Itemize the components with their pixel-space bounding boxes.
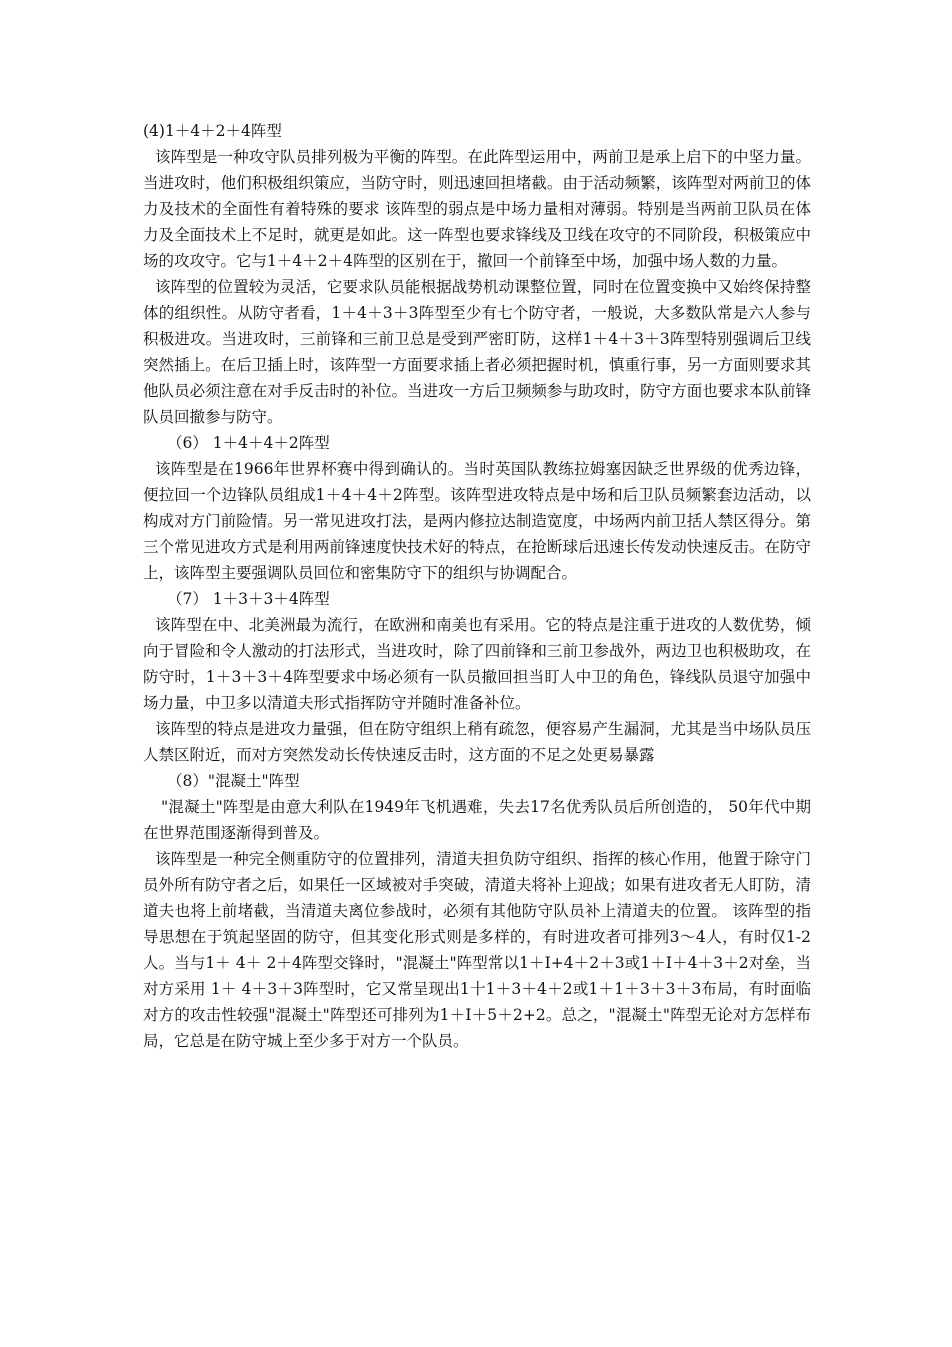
paragraph: 该阵型是在1966年世界杯赛中得到确认的。当时英国队教练拉姆塞因缺乏世界级的优秀边锋，便拉回一个边锋队员组成1＋4＋4＋2阵型。该阵型进攻特点是中场和后卫队员频繁套边活动，以构成对方门前险情。另一常见进攻打法，是两内修拉达制造宽度，中场两内前卫括人禁区得分。第三个常见进攻方式是利用两前锋速度快技术好的特点，在抢断球后迅速长传发动快速反击。在防守上，该阵型主要强调队员回位和密集防守下的组织与协调配合。 (143, 460, 811, 582)
paragraph: 该阵型在中、北美洲最为流行，在欧洲和南美也有采用。它的特点是注重于进攻的人数优势，倾向于冒险和令人激动的打法形式，当进攻时，除了四前锋和三前卫参战外，两边卫也积极助攻，在防守时，1＋3＋3＋4阵型要求中场必须有一队员撤回担当盯人中卫的角色，锋线队员退守加强中场力量，中卫多以清道夫形式指挥防守并随时准备补位。 (143, 616, 811, 712)
paragraph: 该阵型的位置较为灵活，它要求队员能根据战势机动课整位置，同时在位置变换中又始终保持整体的组织性。从防守者看，1＋4＋3＋3阵型至少有七个防守者，一般说，大多数队常是六人参与积极进攻。当进攻时，三前锋和三前卫总是受到严密盯防，这样1＋4＋3＋3阵型特别强调后卫线突然插上。在后卫插上时，该阵型一方面要求插上者必须把握时机，慎重行事，另一方面则要求其他队员必须注意在对手反击时的补位。当进攻一方后卫频频参与助攻时，防守方面也要求本队前锋队员回撤参与防守。 (143, 278, 811, 426)
section-heading-7: （7） 1＋3＋3＋4阵型 (167, 590, 330, 608)
section-heading-4: (4)1＋4＋2＋4阵型 (143, 122, 282, 140)
paragraph: "混凝土"阵型是由意大利队在1949年飞机遇难，失去17名优秀队员后所创造的， 50年代中期在世界范围逐渐得到普及。 (143, 798, 811, 842)
paragraph: 该阵型是一种完全侧重防守的位置排列，清道夫担负防守组织、指挥的核心作用，他置于除守门员外所有防守者之后，如果任一区域被对手突破，清道夫将补上迎战；如果有进攻者无人盯防，清道夫也将上前堵截，当清道夫离位参战时，必须有其他防守队员补上清道夫的位置。 该阵型的指导思想在于筑起坚固的防守，但其变化形式则是多样的，有时进攻者可排列3～4人，有时仅1-2人。当与1＋ 4＋ 2＋4阵型交锋时，"混凝土"阵型常以1＋I+4＋2＋3或1＋I＋4＋3＋2对垒，当对方采用 1＋ 4＋3＋3阵型时，它又常呈现出1十1＋3＋4＋2或1＋1＋3＋3＋3布局，有时面临对方的攻击性较强"混凝土"阵型还可排列为1＋I＋5＋2+2。总之，"混凝土"阵型无论对方怎样布局，它总是在防守城上至少多于对方一个队员。 (143, 850, 811, 1050)
section-heading-8: （8）"混凝土"阵型 (167, 772, 300, 790)
section-heading-6: （6） 1＋4＋4＋2阵型 (167, 434, 330, 452)
document-page (143, 118, 811, 1054)
paragraph: 该阵型是一种攻守队员排列极为平衡的阵型。在此阵型运用中，两前卫是承上启下的中坚力量。当进攻时，他们积极组织策应，当防守时，则迅速回担堵截。由于活动频繁，该阵型对两前卫的体力及技术的全面性有着特殊的要求 该阵型的弱点是中场力量相对薄弱。特别是当两前卫队员在体力及全面技术上不足时，就更是如此。这一阵型也要求锋线及卫线在攻守的不同阶段，积极策应中场的攻攻守。它与1＋4＋2＋4阵型的区别在于，撤回一个前锋至中场，加强中场人数的力量。 (143, 148, 811, 270)
paragraph: 该阵型的特点是进攻力量强，但在防守组织上稍有疏忽，便容易产生漏洞，尤其是当中场队员压人禁区附近，而对方突然发动长传快速反击时，这方面的不足之处更易暴露 (143, 720, 811, 764)
